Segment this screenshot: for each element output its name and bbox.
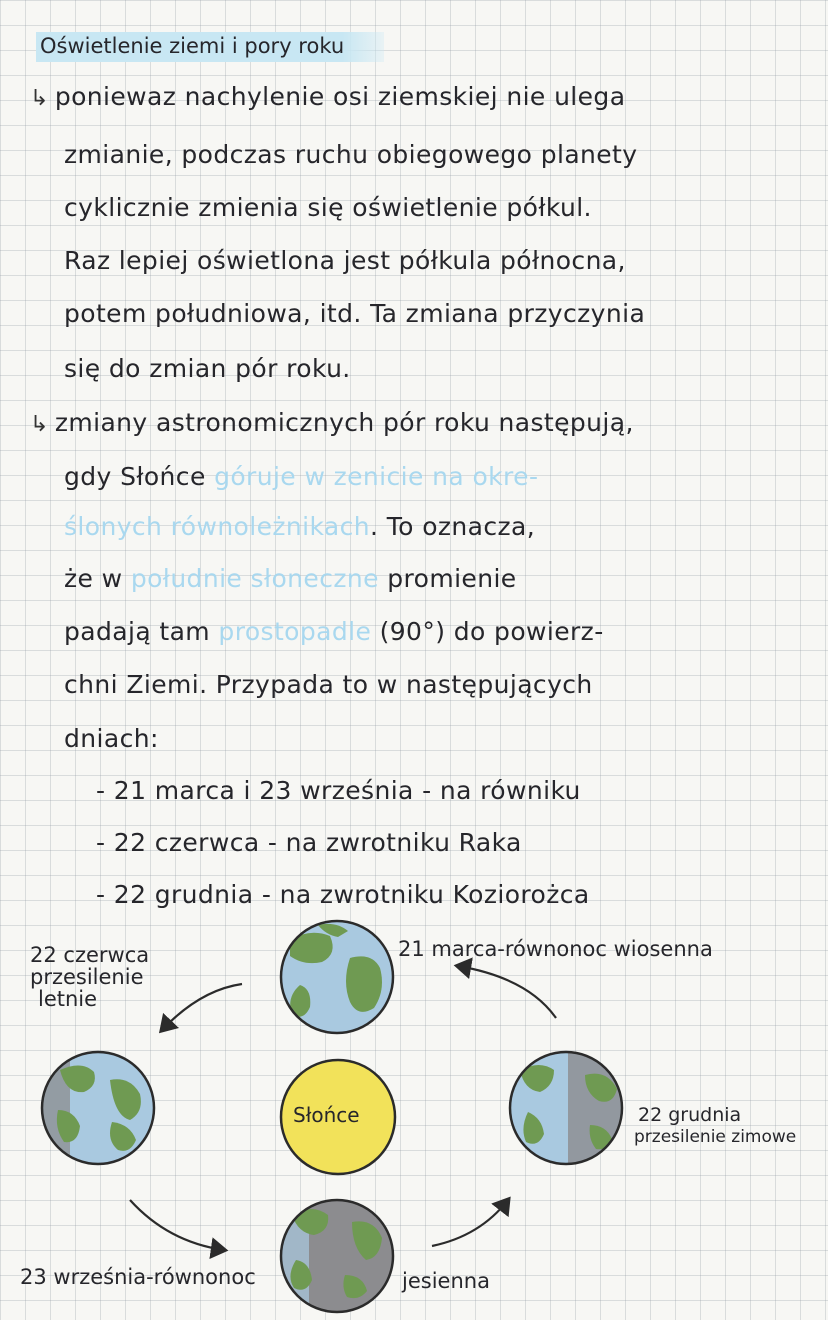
earth-june [42, 1052, 154, 1164]
paragraph-2-line-4: że w południe słoneczne promienie [64, 564, 517, 593]
date-item-equinox: - 21 marca i 23 września - na równiku [96, 776, 581, 805]
label-june-date: 22 czerwca [30, 943, 150, 967]
bullet-arrow-icon: ↳ [30, 86, 49, 111]
earth-september [281, 1200, 393, 1312]
paragraph-1-line-1: ↳ poniewaz nachylenie osi ziemskiej nie ulega [30, 82, 626, 111]
orbit-arrow-june-to-september [130, 1200, 224, 1250]
label-june-line-2: przesilenie [30, 965, 144, 989]
paragraph-2-line-2: gdy Słońce góruje w zenicie na okre- [64, 462, 539, 491]
orbit-arrow-september-to-december [432, 1200, 508, 1246]
earth-december [510, 1052, 624, 1164]
label-december-line-2: przesilenie zimowe [634, 1127, 797, 1147]
orbit-arrow-march-to-june [162, 984, 242, 1030]
paragraph-1-line-6: się do zmian pór roku. [64, 354, 351, 383]
date-item-june: - 22 czerwca - na zwrotniku Raka [96, 828, 522, 857]
paragraph-1-line-4: Raz lepiej oświetlona jest półkula północna, [64, 246, 626, 275]
label-june-line-3: letnie [38, 987, 98, 1011]
sun-label: Słońce [293, 1103, 360, 1127]
label-december-date: 22 grudnia [638, 1104, 742, 1126]
paragraph-2-line-6: chni Ziemi. Przypada to w następujących [64, 670, 593, 699]
paragraph-2-line-5: padają tam prostopadle (90°) do powierz- [64, 617, 604, 646]
paragraph-2-line-3: ślonych równoleżnikach. To oznacza, [64, 512, 536, 541]
label-september: 23 września-równonoc [20, 1265, 256, 1289]
paragraph-2-line-1: ↳ zmiany astronomicznych pór roku następują, [30, 408, 634, 437]
page-title: Oświetlenie ziemi i pory roku [36, 32, 384, 62]
paragraph-1-line-2: zmianie, podczas ruchu obiegowego planety [64, 140, 638, 169]
bullet-arrow-icon: ↳ [30, 412, 49, 437]
paragraph-2-line-7: dniach: [64, 724, 159, 753]
label-september-2: jesienna [402, 1269, 490, 1293]
paragraph-1-line-3: cyklicznie zmienia się oświetlenie półkul. [64, 193, 592, 222]
date-item-december: - 22 grudnia - na zwrotniku Koziorożca [96, 880, 590, 909]
earth-march [281, 921, 393, 1033]
paragraph-1-line-5: potem południowa, itd. Ta zmiana przyczynia [64, 299, 646, 328]
orbit-arrow-december-to-march [458, 966, 556, 1018]
label-march: 21 marca-równonoc wiosenna [398, 937, 713, 961]
